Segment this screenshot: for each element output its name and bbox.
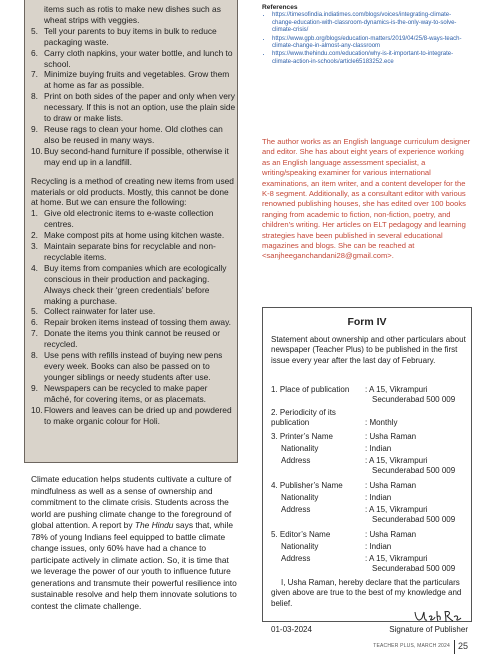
references-title: References [262, 4, 298, 11]
form-value-line: : A 15, Vikrampuri [365, 456, 428, 465]
recycle-tips-list [31, 208, 236, 426]
list-text: Minimize buying fruits and vegetables. Grow them at home as far as possible. [44, 69, 230, 91]
list-text: Maintain separate bins for recyclable and non-recyclable items. [44, 241, 216, 262]
list-text: Repair broken items instead of tossing them away. [44, 317, 231, 328]
form-key: 4. Publisher’s Name [271, 481, 343, 490]
list-item [31, 26, 236, 48]
list-number: 1. [31, 208, 38, 219]
form-value: : Indian [365, 493, 392, 502]
list-text: Buy items from companies which are ecologically conscious in their production and packaging. Always check their ‘green credentials’ before making a purchase. [44, 262, 227, 306]
form-value-line: Secunderabad 500 009 [372, 564, 456, 574]
list-text: Make compost pits at home using kitchen waste. [44, 230, 225, 241]
references-section [262, 4, 472, 67]
form-key: 3. Printer’s Name [271, 432, 333, 441]
list-number: 9. [31, 382, 38, 393]
list-text: Give old electronic items to e-waste collection centres. [44, 208, 214, 230]
magazine-issue: TEACHER PLUS, MARCH 2024 [373, 643, 450, 649]
list-item [31, 48, 236, 70]
list-number: 7. [31, 328, 38, 339]
closing-text-2: says that, while 78% of young Indians feel equipped to battle climate change issues, only 60% have had a chance to participate actively in climate action. So, it is time that we leverage the power of our youth to influence future generations and transmute their powerful resilience into sustainable resolve and help them innovate solutions to contest the climate challenge. [31, 520, 237, 611]
list-number: 2. [31, 230, 38, 241]
publisher-signature [413, 608, 463, 626]
form-key: 2. Periodicity of its publication [271, 408, 336, 428]
list-number: 9. [31, 123, 38, 134]
list-number: 8. [31, 350, 38, 361]
form-iv-box [262, 307, 472, 634]
list-item [31, 383, 236, 405]
form-value [365, 505, 469, 526]
form-value-line: : A 15, Vikrampuri [365, 385, 428, 394]
list-text: Use pens with refills instead of buying new pens every week. Books can also be passed on to younger siblings or needy students after use. [44, 350, 223, 382]
list-text: Print on both sides of the paper and only when very necessary. If this is not an option, use the plain side to draw or make lists. [44, 91, 236, 124]
form-date: 01-03-2024 [271, 625, 312, 634]
list-number: 8. [31, 91, 38, 102]
list-item [31, 124, 236, 146]
list-number: 6. [31, 47, 38, 58]
list-item-continuation: items such as rotis to make new dishes such as wheat strips with veggies. [44, 4, 221, 25]
list-item [31, 405, 236, 427]
list-item [31, 91, 236, 124]
list-item [31, 69, 236, 91]
form-key: Nationality [281, 542, 319, 551]
closing-text-1: Climate education helps students cultivate a culture of mindfulness as well as a sense of ownership and commitment to the climate crisis. Students across the world are pushing climate change to the foreground of global attention. A report by [31, 474, 232, 530]
reference-link[interactable]: • https://www.thehindu.com/education/why-is-it-important-to-integrate-climate-action-in-schools/article65183252.ece [272, 51, 472, 66]
form-key: Nationality [281, 493, 319, 502]
page-footer [360, 640, 470, 654]
form-value: : Indian [365, 542, 392, 551]
signature-label: Signature of Publisher [389, 625, 468, 634]
list-item [31, 230, 236, 241]
list-text: Donate the items you think cannot be reused or recycled. [44, 328, 220, 350]
list-text: Carry cloth napkins, your water bottle, and lunch to school. [44, 47, 233, 69]
list-item [31, 350, 236, 383]
list-number: 6. [31, 317, 38, 328]
list-item [31, 241, 236, 263]
reference-link[interactable]: • https://timesofindia.indiatimes.com/blogs/voices/integrating-climate-change-education-with-classroom-dynamics-is-the-only-way-to-solve-climate-crisis/ [272, 12, 472, 34]
form-key: Address [281, 505, 311, 514]
form-value: : Indian [365, 444, 392, 453]
form-value-line: : A 15, Vikrampuri [365, 505, 428, 514]
form-key: 5. Editor’s Name [271, 530, 331, 539]
form-value-line: Secunderabad 500 009 [372, 395, 456, 405]
form-key: Address [281, 554, 311, 563]
form-value: : Monthly [365, 418, 398, 427]
form-declaration: I, Usha Raman, hereby declare that the particulars given above are true to the best of my knowledge and belief. [271, 578, 462, 608]
form-value-line: Secunderabad 500 009 [372, 466, 456, 476]
page-number: 25 [457, 641, 468, 651]
list-number: 3. [31, 241, 38, 252]
list-text: Collect rainwater for later use. [44, 306, 156, 317]
tips-box-content [31, 4, 236, 426]
list-text: Reuse rags to clean your home. Old clothes can also be reused in many ways. [44, 123, 223, 145]
footer-divider [454, 640, 455, 654]
list-item [31, 208, 236, 230]
closing-source-name: The Hindu [134, 520, 174, 530]
form-value-line: : A 15, Vikrampuri [365, 554, 428, 563]
list-item [31, 263, 236, 307]
list-number: 4. [31, 262, 38, 273]
list-item [31, 306, 236, 317]
form-value: : Usha Raman [365, 432, 417, 441]
list-item [31, 146, 236, 168]
form-value [365, 385, 469, 406]
form-value-line: Secunderabad 500 009 [372, 515, 456, 525]
form-key: 1. Place of publication [271, 385, 350, 394]
reduce-tips-list [31, 26, 236, 168]
list-text: Buy second-hand furniture if possible, otherwise it may end up in a landfill. [44, 145, 229, 167]
form-intro: Statement about ownership and other particulars about newspaper (Teacher Plus) to be published in the first issue every year after the last day of February. [271, 335, 466, 365]
form-value [365, 554, 469, 575]
list-number: 10. [31, 404, 43, 415]
list-number: 5. [31, 306, 38, 317]
list-text: Tell your parents to buy items in bulk to reduce packaging waste. [44, 25, 217, 47]
list-text: Flowers and leaves can be dried up and powdered to make organic colour for Holi. [44, 404, 232, 426]
list-item [31, 328, 236, 350]
author-bio: The author works as an English language curriculum designer and editor. She has about eight years of experience working as an English language assessment specialist, a writing/speaking examiner for various international examinations, an item writer, and a content developer for the K-8 segment. Additionally, as a consultant editor with various renowned publishing houses, she has edited over 100 books ranging from academic to fiction, non-fiction, poetry, and children’s writing. Her articles on ELT pedagogy and learning strategies have been published in several educational magazines and blogs. She can be reached at <sanjheeganchandani28@gmail.com>. [262, 137, 471, 261]
form-key: Nationality [281, 444, 319, 453]
recycling-paragraph: Recycling is a method of creating new items from used materials or old products. Mostly, this cannot be done at home. But we can ensure the following: [31, 175, 234, 208]
list-number: 7. [31, 69, 38, 80]
form-value [365, 456, 469, 477]
form-value: : Usha Raman [365, 481, 417, 490]
reference-link[interactable]: • https://www.gpb.org/blogs/education-matters/2019/04/25/8-ways-teach-climate-change-in-almost-any-classroom [272, 36, 472, 51]
form-key: Address [281, 456, 311, 465]
list-number: 10. [31, 145, 43, 156]
list-item [31, 317, 236, 328]
list-number: 5. [31, 25, 38, 36]
list-text: Newspapers can be recycled to make paper mâché, for covering items, or as placemats. [44, 382, 208, 404]
form-title: Form IV [347, 316, 387, 328]
form-value: : Usha Raman [365, 530, 417, 539]
tips-box [24, 0, 238, 463]
closing-paragraph [31, 474, 241, 612]
